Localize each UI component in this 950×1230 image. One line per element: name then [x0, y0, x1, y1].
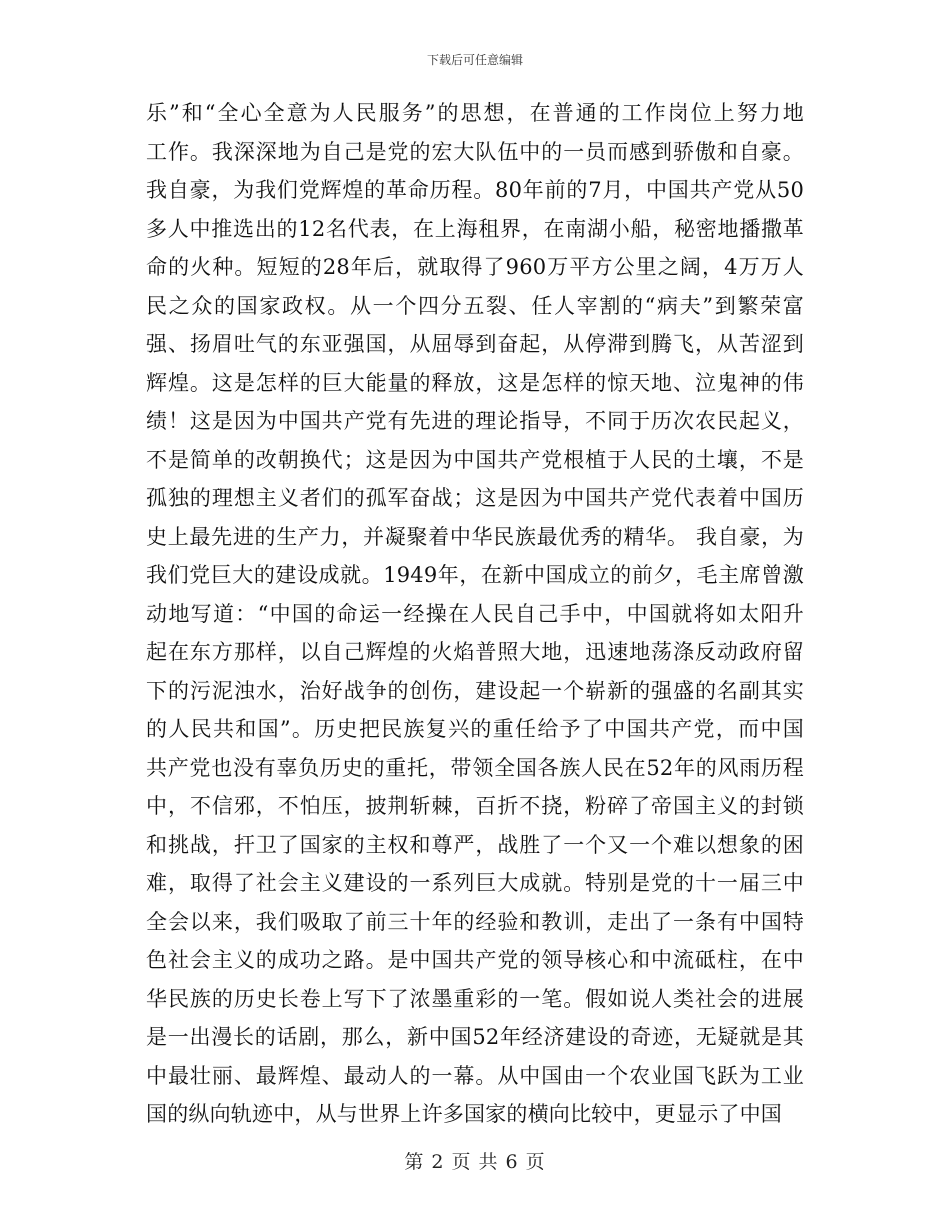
text-line: 多人中推选出的12名代表，在上海租界，在南湖小船，秘密地播撒革 — [146, 216, 804, 241]
text-line: 不是简单的改朝换代；这是因为中国共产党根植于人民的土壤，不是 — [146, 447, 804, 472]
text-line: 我们党巨大的建设成就。1949年，在新中国成立的前夕，毛主席曾激 — [146, 563, 804, 587]
text-line: 下的污泥浊水，治好战争的创伤，建设起一个崭新的强盛的名副其实 — [146, 678, 804, 703]
page-header: 下载后可任意编辑 — [426, 53, 523, 67]
text-line: 色社会主义的成功之路。是中国共产党的领导核心和中流砥柱，在中 — [146, 948, 804, 972]
text-line: 全会以来，我们吸取了前三十年的经验和教训，走出了一条有中国特 — [146, 909, 804, 934]
text-line: 起在东方那样，以自己辉煌的火焰普照大地，迅速地荡涤反动政府留 — [146, 640, 804, 664]
text-line: 乐”和“全心全意为人民服务”的思想，在普通的工作岗位上努力地 — [146, 101, 804, 125]
text-line: 和挑战，扞卫了国家的主权和尊严，战胜了一个又一个难以想象的困 — [146, 832, 804, 857]
text-line: 国的纵向轨迹中，从与世界上许多国家的横向比较中，更显示了中国 — [146, 1102, 782, 1126]
body-text — [146, 94, 804, 1134]
page-footer: 第 2 页 共 6 页 — [404, 1151, 546, 1173]
text-line: 强、扬眉吐气的东亚强国，从屈辱到奋起，从停滞到腾飞，从苦涩到 — [146, 332, 804, 356]
text-line: 辉煌。这是怎样的巨大能量的释放，这是怎样的惊天地、泣鬼神的伟 — [146, 370, 804, 395]
text-line: 是一出漫长的话剧，那么，新中国52年经济建设的奇迹，无疑就是其 — [146, 1025, 804, 1049]
text-line: 中，不信邪，不怕压，披荆斩棘，百折不挠，粉碎了帝国主义的封锁 — [146, 794, 804, 818]
text-line: 我自豪，为我们党辉煌的革命历程。80年前的7月，中国共产党从50 — [146, 178, 804, 202]
text-line: 的人民共和国”。历史把民族复兴的重任给予了中国共产党，而中国 — [146, 717, 804, 741]
text-line: 孤独的理想主义者们的孤军奋战；这是因为中国共产党代表着中国历 — [146, 486, 804, 510]
text-line: 共产党也没有辜负历史的重托，带领全国各族人民在52年的风雨历程 — [146, 755, 804, 780]
text-line: 绩！这是因为中国共产党有先进的理论指导，不同于历次农民起义， — [146, 409, 804, 433]
text-line: 史上最先进的生产力，并凝聚着中华民族最优秀的精华。 我自豪，为 — [146, 524, 804, 549]
text-line: 华民族的历史长卷上写下了浓墨重彩的一笔。假如说人类社会的进展 — [146, 986, 804, 1011]
text-line: 中最壮丽、最辉煌、最动人的一幕。从中国由一个农业国飞跃为工业 — [146, 1063, 804, 1088]
text-line: 动地写道：“中国的命运一经操在人民自己手中，中国就将如太阳升 — [146, 601, 804, 626]
text-line: 难，取得了社会主义建设的一系列巨大成就。特别是党的十一届三中 — [146, 871, 804, 895]
text-line: 民之众的国家政权。从一个四分五裂、任人宰割的“病夫”到繁荣富 — [146, 293, 804, 318]
text-line: 命的火种。短短的28年后，就取得了960万平方公里之阔，4万万人 — [146, 255, 804, 279]
text-line: 工作。我深深地为自己是党的宏大队伍中的一员而感到骄傲和自豪。 — [146, 139, 804, 164]
